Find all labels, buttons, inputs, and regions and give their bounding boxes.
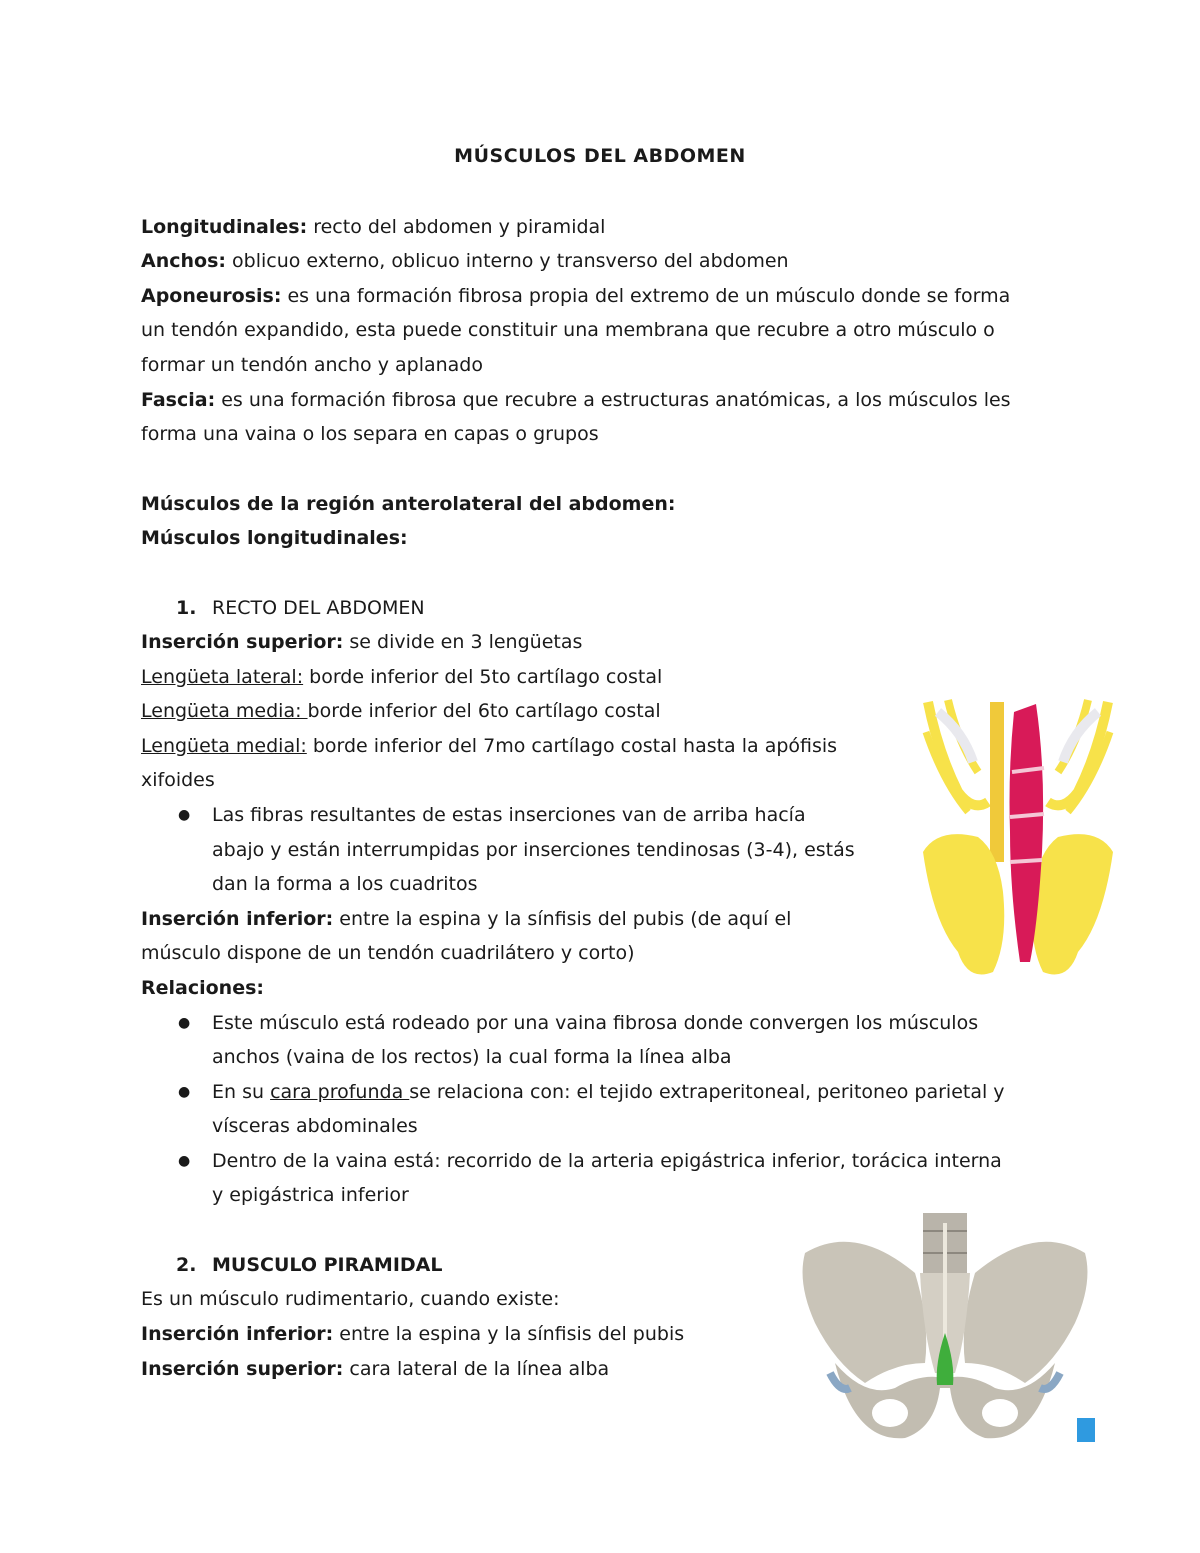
- def-aponeurosis: [141, 279, 1010, 313]
- section-heading: Músculos de la región anterolateral del abdomen:: [141, 493, 676, 515]
- recto-lengueta-media: [141, 694, 661, 728]
- bullet-text-cont: y epigástrica inferior: [212, 1184, 409, 1206]
- bullet-text-cont: anchos (vaina de los rectos) la cual forma la línea alba: [212, 1046, 732, 1068]
- def-text: es una formación fibrosa que recubre a estructuras anatómicas, a los músculos les: [215, 389, 1011, 411]
- bullet-text: Las fibras resultantes de estas inserciones van de arriba hacía: [212, 804, 806, 826]
- relaciones-label: Relaciones:: [141, 977, 264, 999]
- text-segment: En su: [212, 1081, 271, 1103]
- field-text: cara lateral de la línea alba: [343, 1358, 610, 1380]
- bullet-text: Este músculo está rodeado por una vaina fibrosa donde convergen los músculos: [212, 1012, 979, 1034]
- def-label: Anchos:: [141, 250, 226, 272]
- piramidal-ins-inf: [141, 1317, 684, 1351]
- bullet-icon: ●: [178, 1015, 191, 1031]
- field-text: borde inferior del 5to cartílago costal: [303, 666, 663, 688]
- def-label: Aponeurosis:: [141, 285, 282, 307]
- def-text: es una formación fibrosa propia del extremo de un músculo donde se forma: [281, 285, 1011, 307]
- bullet-icon: ●: [178, 1084, 191, 1100]
- field-text: borde inferior del 7mo cartílago costal hasta la apófisis: [306, 735, 838, 757]
- piramidal-ins-sup: [141, 1352, 609, 1386]
- recto-heading: RECTO DEL ABDOMEN: [212, 597, 425, 619]
- def-text: recto del abdomen y piramidal: [307, 216, 606, 238]
- recto-ins-inf-cont: músculo dispone de un tendón cuadrilátero y corto): [141, 942, 635, 964]
- def-fascia-cont: forma una vaina o los separa en capas o grupos: [141, 423, 599, 445]
- field-label: Lengüeta medial:: [141, 735, 307, 757]
- def-fascia: [141, 383, 1011, 417]
- recto-lengueta-lateral: [141, 660, 662, 694]
- field-label: Inserción inferior:: [141, 908, 334, 930]
- bullet-icon: ●: [178, 1153, 191, 1169]
- def-aponeurosis-cont: un tendón expandido, esta puede constituir una membrana que recubre a otro músculo o: [141, 319, 995, 341]
- field-text: entre la espina y la sínfisis del pubis (de aquí el: [333, 908, 792, 930]
- def-aponeurosis-cont: formar un tendón ancho y aplanado: [141, 354, 483, 376]
- def-longitudinales: [141, 210, 605, 244]
- bullet-text: Dentro de la vaina está: recorrido de la arteria epigástrica inferior, torácica interna: [212, 1150, 1002, 1172]
- def-anchos: [141, 244, 789, 278]
- pyramidal-muscle-illustration: [795, 1213, 1095, 1448]
- recto-lengueta-medial-cont: xifoides: [141, 769, 215, 791]
- list-number: 1.: [176, 597, 197, 619]
- recto-ins-sup: [141, 625, 582, 659]
- recto-lengueta-medial: [141, 729, 837, 763]
- text-segment-underlined: cara profunda: [270, 1081, 410, 1103]
- bullet-text-cont: dan la forma a los cuadritos: [212, 873, 478, 895]
- field-label: Lengüeta media:: [141, 700, 308, 722]
- page-title: MÚSCULOS DEL ABDOMEN: [454, 145, 746, 167]
- def-label: Fascia:: [141, 389, 216, 411]
- field-text: borde inferior del 6to cartílago costal: [307, 700, 661, 722]
- piramidal-heading: MUSCULO PIRAMIDAL: [212, 1254, 443, 1276]
- field-label: Inserción superior:: [141, 631, 344, 653]
- field-text: se divide en 3 lengüetas: [343, 631, 583, 653]
- piramidal-intro: Es un músculo rudimentario, cuando existe:: [141, 1288, 560, 1310]
- bullet-icon: ●: [178, 807, 191, 823]
- def-label: Longitudinales:: [141, 216, 308, 238]
- field-label: Inserción superior:: [141, 1358, 344, 1380]
- field-label: Inserción inferior:: [141, 1323, 334, 1345]
- bullet-text: [212, 1075, 1005, 1109]
- field-label: Lengüeta lateral:: [141, 666, 304, 688]
- section-subheading: Músculos longitudinales:: [141, 527, 408, 549]
- field-text: entre la espina y la sínfisis del pubis: [333, 1323, 685, 1345]
- list-number: 2.: [176, 1254, 197, 1276]
- text-segment: se relaciona con: el tejido extraperitoneal, peritoneo parietal y: [409, 1081, 1005, 1103]
- bullet-text-cont: vísceras abdominales: [212, 1115, 418, 1137]
- rectus-abdominis-illustration: [918, 692, 1118, 982]
- def-text: oblicuo externo, oblicuo interno y transverso del abdomen: [225, 250, 789, 272]
- recto-ins-inf: [141, 902, 791, 936]
- bullet-text-cont: abajo y están interrumpidas por inserciones tendinosas (3-4), estás: [212, 839, 855, 861]
